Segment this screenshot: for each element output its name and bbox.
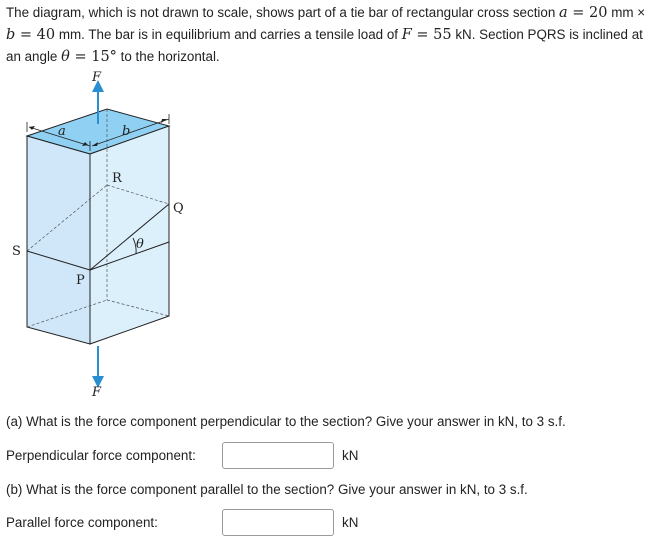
- question-a-text: (a) What is the force component perpendicular to the section? Give your answer in kN, to 3 s.f.: [6, 414, 566, 429]
- bar-right-face: [90, 126, 169, 344]
- label-Q: Q: [173, 201, 184, 216]
- perpendicular-force-label: Perpendicular force component:: [6, 448, 196, 463]
- parallel-force-label: Parallel force component:: [6, 515, 158, 530]
- parallel-unit: kN: [342, 515, 359, 530]
- problem-statement: The diagram, which is not drawn to scale, shows part of a tie bar of rectangular cross section a = 20 mm × b = 40 mm. The bar is in equilibrium and carries a tensile load of F = 55 kN. Section PQRS is inclined at an angle θ = 15° to the horizontal.: [6, 5, 646, 65]
- bar-front-face: [27, 136, 90, 344]
- label-P: P: [76, 273, 85, 288]
- question-b-text: (b) What is the force component parallel to the section? Give your answer in kN, to 3 s.f.: [6, 482, 528, 497]
- tie-bar-diagram: [0, 64, 230, 404]
- label-theta: θ: [136, 237, 144, 252]
- label-F-top: F: [92, 70, 102, 85]
- parallel-force-input[interactable]: [222, 509, 334, 536]
- label-F-bottom: F: [92, 385, 102, 400]
- label-S: S: [12, 244, 21, 259]
- label-R: R: [112, 171, 122, 186]
- perpendicular-unit: kN: [342, 448, 359, 463]
- perpendicular-force-input[interactable]: [222, 442, 334, 469]
- label-a: a: [58, 124, 66, 139]
- label-b: b: [122, 124, 131, 139]
